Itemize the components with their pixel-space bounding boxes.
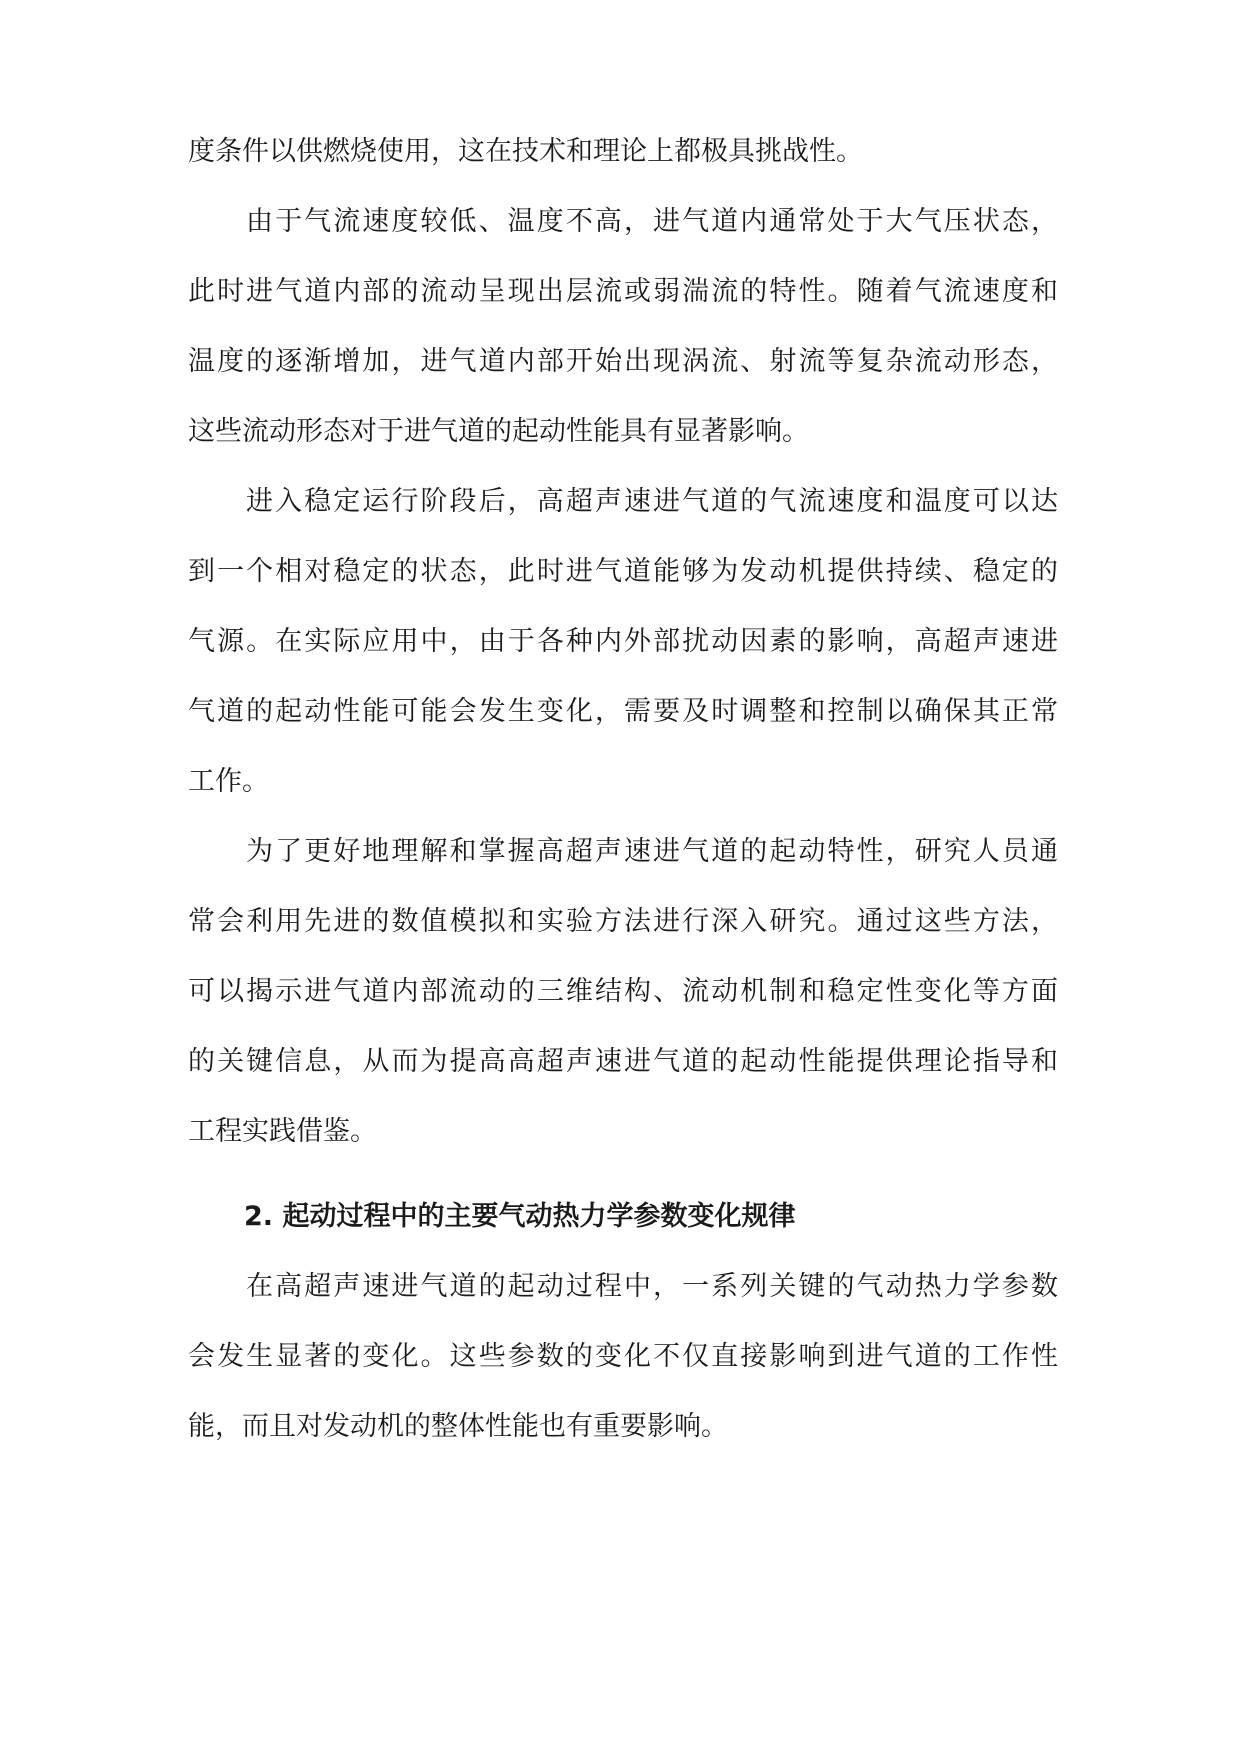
p4-line-2: 常会利用先进的数值模拟和实验方法进行深入研究。通过这些方法，	[188, 906, 1058, 937]
section-heading: 2. 起动过程中的主要气动热力学参数变化规律	[244, 1201, 796, 1232]
p2-line-3: 温度的逐渐增加，进气道内部开始出现涡流、射流等复杂流动形态，	[188, 346, 1058, 377]
p4-line-3: 可以揭示进气道内部流动的三维结构、流动机制和稳定性变化等方面	[188, 976, 1058, 1007]
p5-line-2: 会发生显著的变化。这些参数的变化不仅直接影响到进气道的工作性	[188, 1341, 1058, 1372]
p3-line-3: 气源。在实际应用中，由于各种内外部扰动因素的影响，高超声速进	[188, 626, 1058, 657]
p2-line-1: 由于气流速度较低、温度不高，进气道内通常处于大气压状态，	[246, 206, 1058, 237]
p3-line-2: 到一个相对稳定的状态，此时进气道能够为发动机提供持续、稳定的	[188, 556, 1058, 587]
p2-line-4: 这些流动形态对于进气道的起动性能具有显著影响。	[188, 416, 809, 447]
p5-line-3: 能，而且对发动机的整体性能也有重要影响。	[188, 1411, 728, 1442]
p2-line-2: 此时进气道内部的流动呈现出层流或弱湍流的特性。随着气流速度和	[188, 276, 1058, 307]
p3-line-5: 工作。	[188, 766, 269, 797]
p3-line-4: 气道的起动性能可能会发生变化，需要及时调整和控制以确保其正常	[188, 696, 1058, 727]
p5-line-1: 在高超声速进气道的起动过程中，一系列关键的气动热力学参数	[246, 1271, 1058, 1302]
p1-line-1: 度条件以供燃烧使用，这在技术和理论上都极具挑战性。	[188, 136, 863, 167]
p4-line-4: 的关键信息，从而为提高高超声速进气道的起动性能提供理论指导和	[188, 1046, 1058, 1077]
p4-line-5: 工程实践借鉴。	[188, 1116, 377, 1147]
p3-line-1: 进入稳定运行阶段后，高超声速进气道的气流速度和温度可以达	[246, 486, 1058, 517]
p4-line-1: 为了更好地理解和掌握高超声速进气道的起动特性，研究人员通	[246, 836, 1058, 867]
